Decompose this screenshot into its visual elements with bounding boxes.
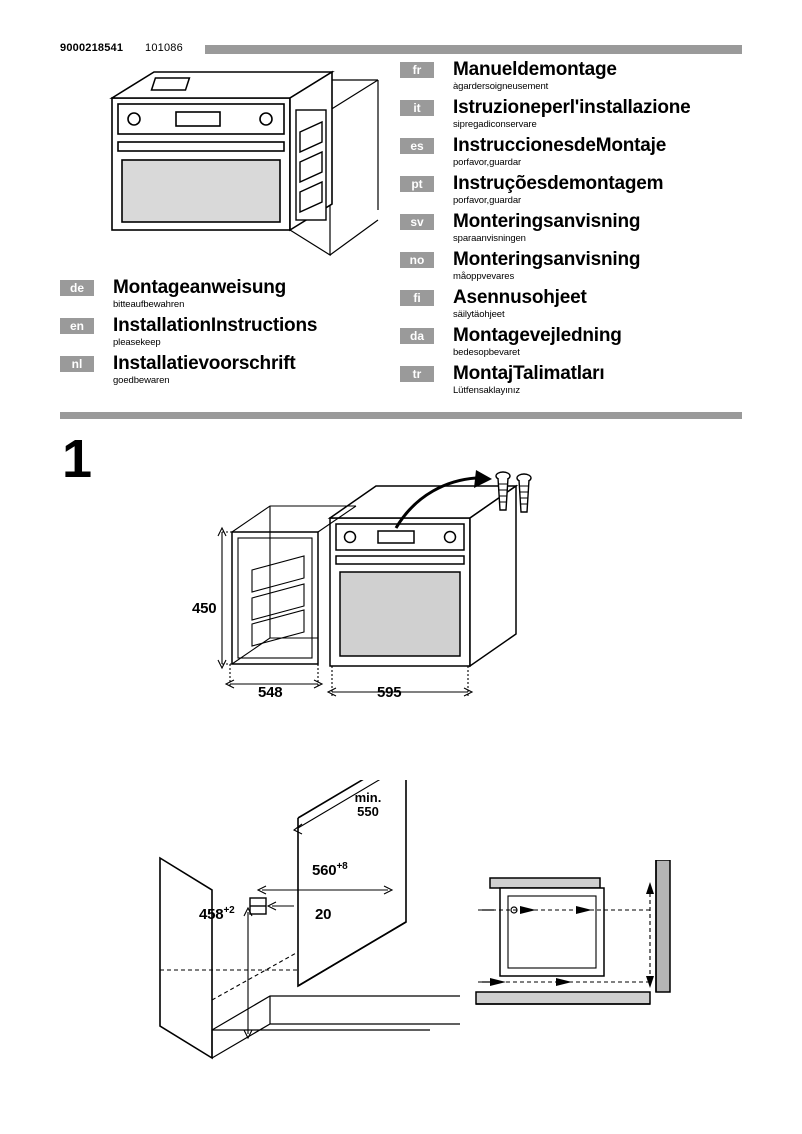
- language-title: Asennusohjeet: [453, 287, 587, 308]
- niche-width-tolerance: +8: [336, 861, 348, 872]
- dimension-niche-width: [312, 861, 347, 879]
- dimension-niche-height: [199, 905, 234, 923]
- language-title: Monteringsanvisning: [453, 249, 641, 270]
- language-code-tag: es: [400, 138, 434, 154]
- language-subtitle: àgardersoigneusement: [453, 81, 549, 92]
- language-code-tag: de: [60, 280, 94, 296]
- niche-height-tolerance: +2: [223, 905, 235, 916]
- dimension-niche-gap: 20: [315, 906, 332, 923]
- language-code-tag: no: [400, 252, 434, 268]
- language-code-tag: en: [60, 318, 94, 334]
- niche-width-value: 560: [312, 862, 337, 879]
- language-subtitle: säilytäohjeet: [453, 309, 505, 320]
- language-entry: [400, 60, 750, 94]
- language-code-tag: sv: [400, 214, 434, 230]
- language-entry: [400, 326, 750, 360]
- language-subtitle: måoppvevares: [453, 271, 515, 282]
- language-subtitle: sparaanvisningen: [453, 233, 526, 244]
- oven-cover-illustration: [90, 70, 390, 270]
- language-subtitle: bedesopbevaret: [453, 347, 520, 358]
- language-entry: [400, 136, 750, 170]
- language-code-tag: fi: [400, 290, 434, 306]
- language-code-tag: nl: [60, 356, 94, 372]
- language-code-tag: it: [400, 100, 434, 116]
- dimension-width-595: 595: [377, 684, 402, 701]
- language-subtitle: goedbewaren: [113, 375, 170, 386]
- language-subtitle: bitteaufbewahren: [113, 299, 185, 310]
- language-title: Manueldemontage: [453, 59, 617, 80]
- niche-height-value: 458: [199, 906, 224, 923]
- min-word: min.: [354, 790, 382, 805]
- language-entry: [400, 364, 750, 398]
- language-subtitle: sipregadiconservare: [453, 119, 537, 130]
- language-subtitle: porfavor,guardar: [453, 157, 522, 168]
- cabinet-niche-illustration: [130, 780, 460, 1080]
- language-entry: [60, 316, 390, 350]
- language-entry: [60, 354, 390, 388]
- language-title: Montagevejledning: [453, 325, 622, 346]
- language-title: Monteringsanvisning: [453, 211, 641, 232]
- language-title: InstallationInstructions: [113, 315, 318, 336]
- language-entry: [400, 250, 750, 284]
- oven-side-section-illustration: [460, 860, 690, 1040]
- min-value: 550: [357, 804, 379, 819]
- language-title: Installatievoorschrift: [113, 353, 296, 374]
- language-entry: [400, 174, 750, 208]
- language-entry: [60, 278, 390, 312]
- language-code-tag: fr: [400, 62, 434, 78]
- language-title: Montageanweisung: [113, 277, 287, 298]
- language-code-tag: da: [400, 328, 434, 344]
- language-subtitle: porfavor,guardar: [453, 195, 522, 206]
- language-title: Instruçõesdemontagem: [453, 173, 664, 194]
- language-entry: [400, 212, 750, 246]
- dimension-min-label: [338, 791, 398, 819]
- language-entry: [400, 98, 750, 132]
- dimension-height-450: 450: [192, 600, 217, 617]
- language-subtitle: pleasekeep: [113, 337, 161, 348]
- language-entry: [400, 288, 750, 322]
- language-title: InstruccionesdeMontaje: [453, 135, 667, 156]
- document-date: 101086: [145, 42, 183, 54]
- language-list-left: [60, 278, 390, 392]
- language-list-right: [400, 60, 750, 402]
- section-divider-rule: [60, 412, 742, 419]
- step-number: 1: [62, 429, 93, 489]
- header-rule: [205, 45, 742, 54]
- dimension-depth-548: 548: [258, 684, 283, 701]
- language-code-tag: pt: [400, 176, 434, 192]
- language-title: Istruzioneperl'installazione: [453, 97, 691, 118]
- language-code-tag: tr: [400, 366, 434, 382]
- language-subtitle: Lütfensaklayınız: [453, 385, 521, 396]
- language-title: MontajTalimatları: [453, 363, 605, 384]
- document-number: 9000218541: [60, 42, 124, 54]
